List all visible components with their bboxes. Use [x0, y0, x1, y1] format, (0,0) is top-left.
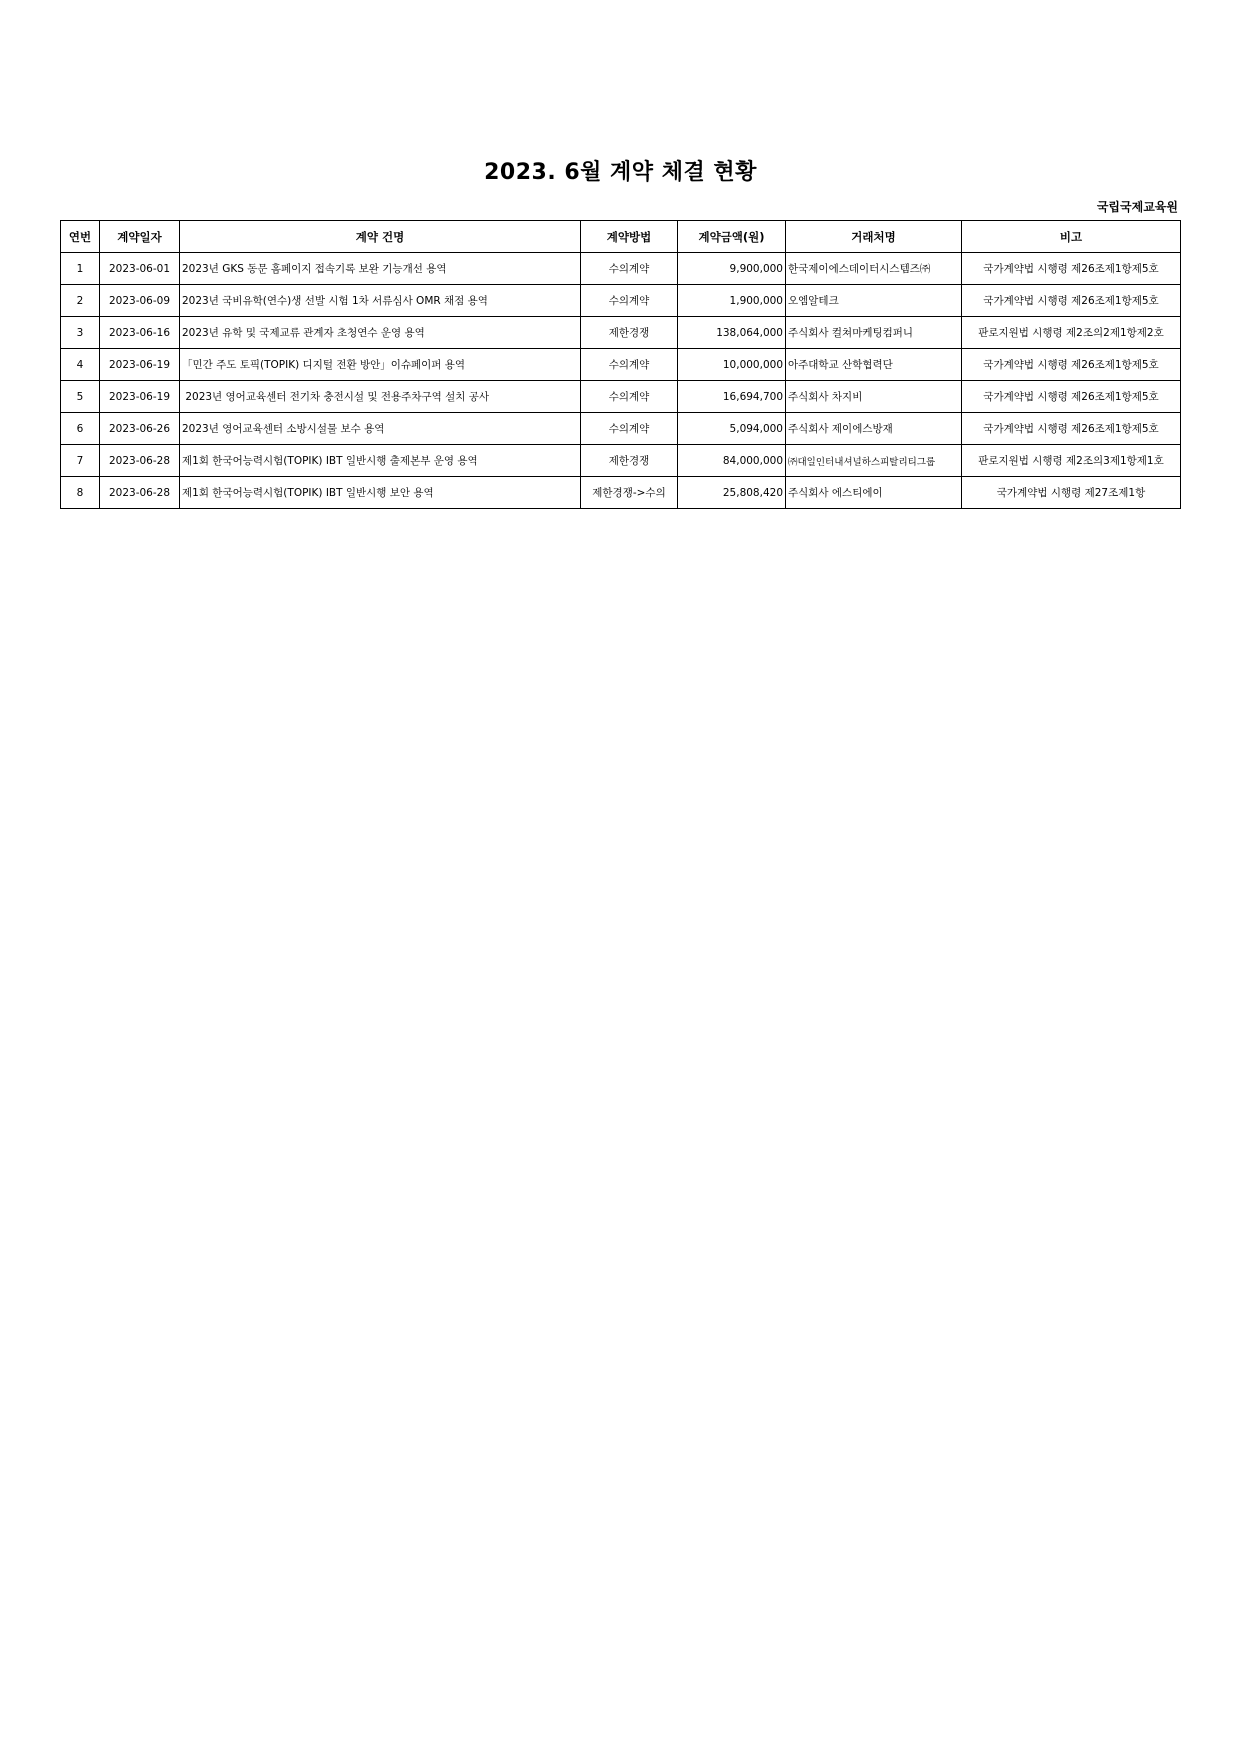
- cell-contract-name: 「민간 주도 토픽(TOPIK) 디지털 전환 방안」이슈페이퍼 용역: [180, 349, 581, 381]
- header-no: 연번: [61, 221, 100, 253]
- header-date: 계약일자: [100, 221, 180, 253]
- cell-amount: 9,900,000: [678, 253, 786, 285]
- table-row: [61, 381, 1181, 413]
- contracts-table: [60, 220, 1181, 509]
- cell-contract-name: 2023년 영어교육센터 소방시설물 보수 용역: [180, 413, 581, 445]
- page-title: 2023. 6월 계약 체결 현황: [484, 160, 757, 185]
- cell-contract-name: 2023년 유학 및 국제교류 관계자 초청연수 운영 용역: [180, 317, 581, 349]
- cell-vendor: 주식회사 차지비: [786, 381, 962, 413]
- cell-remarks: 국가계약법 시행령 제27조제1항: [962, 477, 1181, 509]
- cell-remarks: 국가계약법 시행령 제26조제1항제5호: [962, 349, 1181, 381]
- cell-no: 7: [61, 445, 100, 477]
- cell-vendor: 한국제이에스데이터시스템즈㈜: [786, 253, 962, 285]
- cell-no: 1: [61, 253, 100, 285]
- header-amount: 계약금액(원): [678, 221, 786, 253]
- cell-vendor: 아주대학교 산학협력단: [786, 349, 962, 381]
- organization-name: 국립국제교육원: [1096, 200, 1178, 214]
- cell-remarks: 판로지원법 시행령 제2조의2제1항제2호: [962, 317, 1181, 349]
- cell-method: 수의계약: [581, 285, 678, 317]
- header-vendor: 거래처명: [786, 221, 962, 253]
- cell-remarks: 국가계약법 시행령 제26조제1항제5호: [962, 285, 1181, 317]
- cell-contract-name: 2023년 GKS 동문 홈페이지 접속기록 보완 기능개선 용역: [180, 253, 581, 285]
- header-method: 계약방법: [581, 221, 678, 253]
- cell-amount: 5,094,000: [678, 413, 786, 445]
- cell-amount: 138,064,000: [678, 317, 786, 349]
- cell-method: 수의계약: [581, 349, 678, 381]
- cell-no: 8: [61, 477, 100, 509]
- cell-amount: 1,900,000: [678, 285, 786, 317]
- cell-date: 2023-06-19: [100, 349, 180, 381]
- table-row: [61, 349, 1181, 381]
- cell-date: 2023-06-16: [100, 317, 180, 349]
- cell-no: 6: [61, 413, 100, 445]
- cell-vendor: ㈜대일인터내셔널하스피탈리티그룹: [786, 445, 962, 477]
- cell-amount: 10,000,000: [678, 349, 786, 381]
- cell-remarks: 국가계약법 시행령 제26조제1항제5호: [962, 381, 1181, 413]
- table-row: [61, 285, 1181, 317]
- cell-no: 5: [61, 381, 100, 413]
- cell-date: 2023-06-01: [100, 253, 180, 285]
- cell-contract-name: 2023년 국비유학(연수)생 선발 시험 1차 서류심사 OMR 채점 용역: [180, 285, 581, 317]
- cell-vendor: 오엠알테크: [786, 285, 962, 317]
- cell-remarks: 판로지원법 시행령 제2조의3제1항제1호: [962, 445, 1181, 477]
- cell-no: 3: [61, 317, 100, 349]
- table-header-row: [61, 221, 1181, 253]
- cell-vendor: 주식회사 에스티에이: [786, 477, 962, 509]
- cell-date: 2023-06-28: [100, 445, 180, 477]
- cell-contract-name: 제1회 한국어능력시험(TOPIK) IBT 일반시행 출제본부 운영 용역: [180, 445, 581, 477]
- header-contract-name: 계약 건명: [180, 221, 581, 253]
- cell-amount: 84,000,000: [678, 445, 786, 477]
- cell-contract-name: 2023년 영어교육센터 전기차 충전시설 및 전용주차구역 설치 공사: [180, 381, 581, 413]
- table-row: [61, 477, 1181, 509]
- cell-contract-name: 제1회 한국어능력시험(TOPIK) IBT 일반시행 보안 용역: [180, 477, 581, 509]
- cell-amount: 25,808,420: [678, 477, 786, 509]
- cell-date: 2023-06-19: [100, 381, 180, 413]
- header-remarks: 비고: [962, 221, 1181, 253]
- cell-remarks: 국가계약법 시행령 제26조제1항제5호: [962, 413, 1181, 445]
- cell-method: 제한경쟁: [581, 445, 678, 477]
- cell-date: 2023-06-28: [100, 477, 180, 509]
- cell-amount: 16,694,700: [678, 381, 786, 413]
- table-row: [61, 253, 1181, 285]
- cell-method: 제한경쟁: [581, 317, 678, 349]
- cell-date: 2023-06-09: [100, 285, 180, 317]
- table-row: [61, 413, 1181, 445]
- cell-method: 제한경쟁->수의: [581, 477, 678, 509]
- cell-method: 수의계약: [581, 381, 678, 413]
- cell-vendor: 주식회사 컬쳐마케팅컴퍼니: [786, 317, 962, 349]
- table-row: [61, 317, 1181, 349]
- cell-no: 2: [61, 285, 100, 317]
- cell-vendor: 주식회사 제이에스방재: [786, 413, 962, 445]
- cell-remarks: 국가계약법 시행령 제26조제1항제5호: [962, 253, 1181, 285]
- cell-date: 2023-06-26: [100, 413, 180, 445]
- cell-method: 수의계약: [581, 253, 678, 285]
- cell-no: 4: [61, 349, 100, 381]
- cell-method: 수의계약: [581, 413, 678, 445]
- table-row: [61, 445, 1181, 477]
